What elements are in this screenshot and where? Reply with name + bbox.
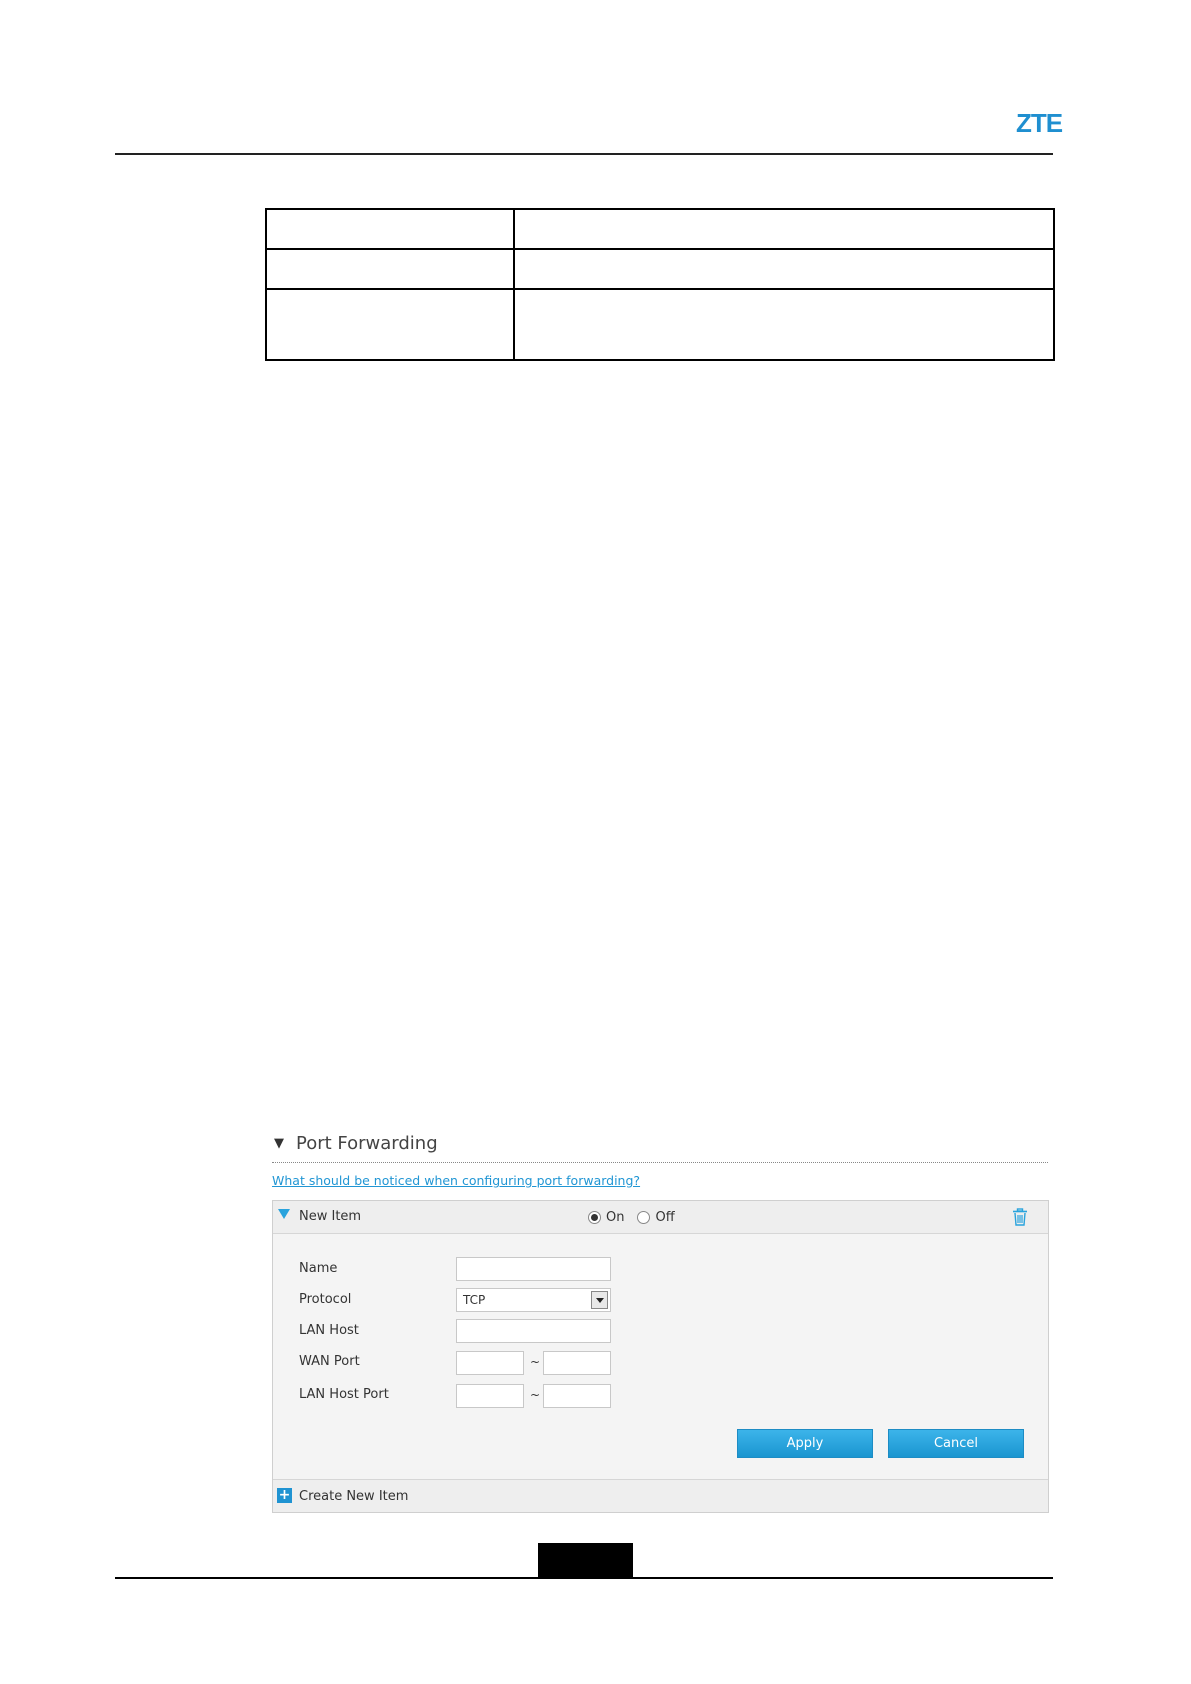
table-row [266,289,1054,360]
table-row [266,209,1054,249]
wan-port-label: WAN Port [299,1354,360,1369]
name-input[interactable] [456,1257,611,1281]
range-separator: ~ [530,1355,541,1369]
apply-button[interactable]: Apply [737,1429,873,1458]
radio-on[interactable] [588,1211,601,1224]
help-link[interactable]: What should be noticed when configuring port forwarding? [272,1173,641,1188]
radio-off-label: Off [655,1210,675,1225]
section-divider [272,1162,1048,1163]
table-cell [266,289,514,360]
status-radio-group [588,1210,688,1225]
wan-port-start-input[interactable] [456,1351,524,1375]
zte-logo: ZTE [1016,108,1063,138]
lan-host-label: LAN Host [299,1323,359,1338]
table-row [266,249,1054,289]
range-separator: ~ [530,1388,541,1402]
cancel-button[interactable]: Cancel [888,1429,1024,1458]
table-cell [514,289,1054,360]
plus-icon[interactable]: + [278,1487,291,1503]
section-header[interactable] [274,1128,438,1158]
radio-on-label: On [606,1210,625,1225]
lan-host-input[interactable] [456,1319,611,1343]
dropdown-arrow-icon[interactable] [591,1291,608,1309]
protocol-select[interactable] [456,1288,611,1312]
wan-port-end-input[interactable] [543,1351,611,1375]
lan-host-port-label: LAN Host Port [299,1387,389,1402]
section-title: Port Forwarding [296,1132,438,1154]
table-cell [266,249,514,289]
item-title: New Item [299,1209,362,1224]
page-number-tab [538,1543,633,1578]
table-cell [266,209,514,249]
parameter-table [265,208,1055,361]
expand-arrow-icon[interactable] [278,1209,290,1219]
port-forwarding-panel [272,1200,1049,1513]
create-new-item-bar[interactable] [273,1479,1048,1512]
create-new-item-label: Create New Item [299,1489,409,1504]
trash-icon[interactable] [1012,1208,1028,1226]
item-header[interactable] [273,1201,1048,1234]
protocol-label: Protocol [299,1292,352,1307]
table-cell [514,209,1054,249]
name-label: Name [299,1261,338,1276]
lan-host-port-end-input[interactable] [543,1384,611,1408]
lan-host-port-start-input[interactable] [456,1384,524,1408]
table-cell [514,249,1054,289]
radio-off[interactable] [637,1211,650,1224]
protocol-value: TCP [463,1293,486,1307]
footer-rule [115,1577,1053,1579]
header-rule [115,153,1053,155]
collapse-triangle-icon: ▼ [274,1135,284,1151]
